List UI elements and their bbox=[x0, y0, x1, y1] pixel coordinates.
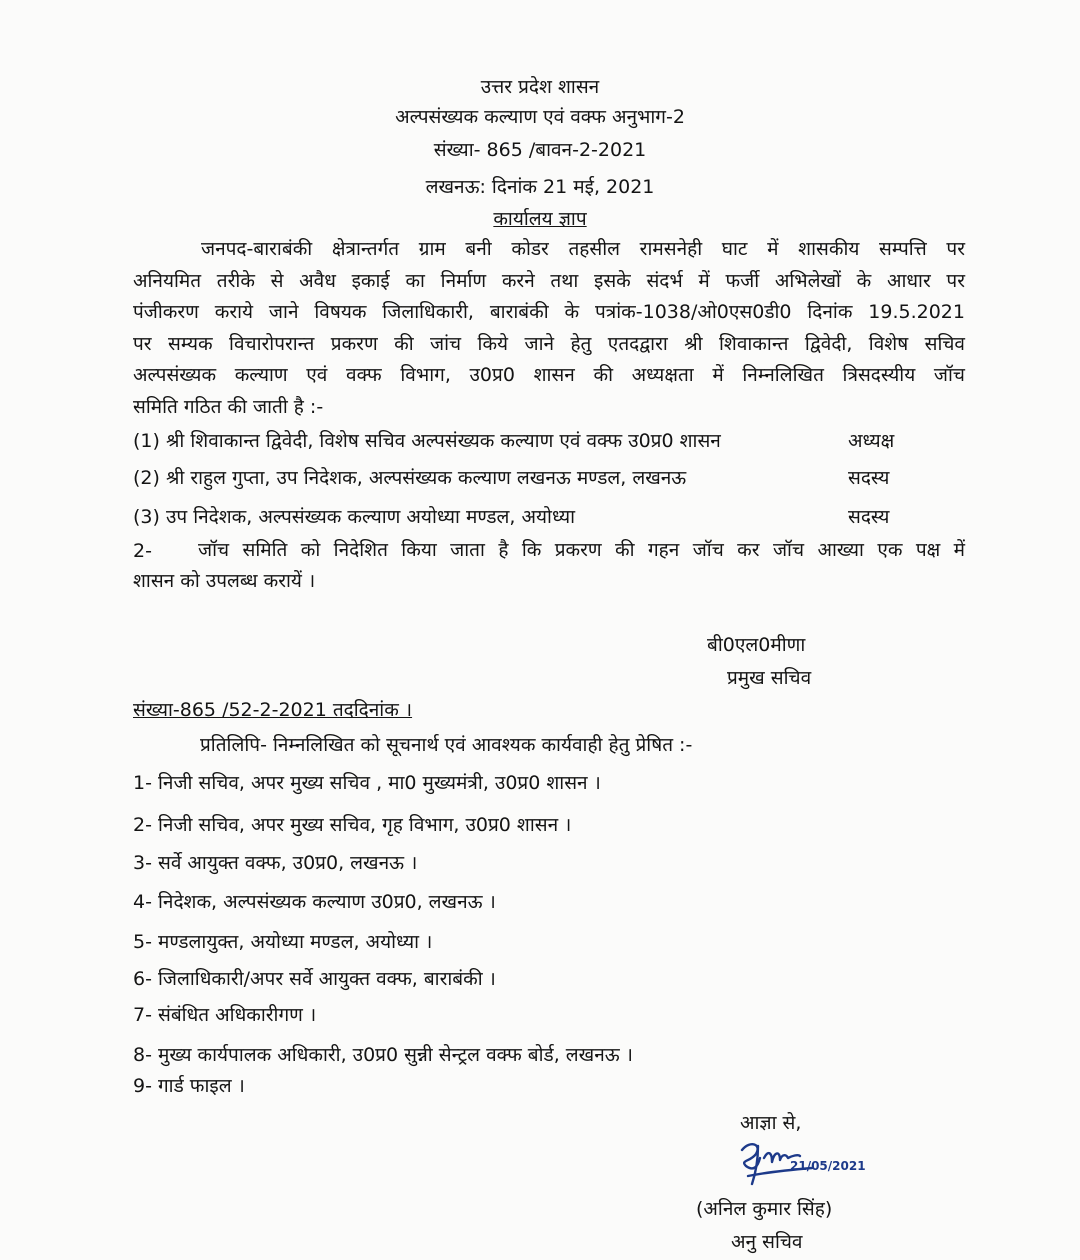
recipient-item: 4- निदेशक, अल्पसंख्यक कल्याण उ0प्र0, लखनऊ । bbox=[133, 891, 496, 913]
recipient-item: 2- निजी सचिव, अपर मुख्य सचिव, गृह विभाग, उ0प्र0 शासन । bbox=[133, 814, 572, 836]
signatory-2-designation: अनु सचिव bbox=[731, 1231, 803, 1253]
handwritten-signature-icon bbox=[728, 1136, 866, 1198]
recipient-item: 9- गार्ड फाइल । bbox=[133, 1075, 245, 1097]
signatory-1-designation: प्रमुख सचिव bbox=[727, 667, 812, 689]
signatory-1-name: बी0एल0मीणा bbox=[707, 634, 806, 656]
paragraph-1-line: पंजीकरण कराये जाने विषयक जिलाधिकारी, बाराबंकी के पत्रांक-1038/ओ0एस0डी0 दिनांक 19.5.2021 bbox=[133, 301, 965, 323]
recipient-item: 8- मुख्य कार्यपालक अधिकारी, उ0प्र0 सुन्नी सेन्ट्रल वक्फ बोर्ड, लखनऊ । bbox=[133, 1044, 633, 1066]
member-3-text: (3) उप निदेशक, अल्पसंख्यक कल्याण अयोध्या मण्डल, अयोध्या bbox=[133, 506, 576, 528]
paragraph-1-line: जनपद-बाराबंकी क्षेत्रान्तर्गत ग्राम बनी कोडर तहसील रामसनेही घाट में शासकीय सम्पत्ति पर bbox=[201, 238, 965, 260]
memo-number: संख्या- 865 /बावन-2-2021 bbox=[433, 139, 647, 161]
recipient-item: 6- जिलाधिकारी/अपर सर्वे आयुक्त वक्फ, बाराबंकी । bbox=[133, 968, 496, 990]
header-government: उत्तर प्रदेश शासन bbox=[480, 76, 600, 98]
recipient-item: 5- मण्डलायुक्त, अयोध्या मण्डल, अयोध्या । bbox=[133, 931, 433, 953]
header-department: अल्पसंख्यक कल्याण एवं वक्फ अनुभाग-2 bbox=[395, 106, 685, 128]
paragraph-2 bbox=[198, 535, 965, 567]
recipient-item: 1- निजी सचिव, अपर मुख्य सचिव , मा0 मुख्यमंत्री, उ0प्र0 शासन । bbox=[133, 772, 601, 794]
signatory-2-name: (अनिल कुमार सिंह) bbox=[696, 1198, 833, 1220]
member-2-role: सदस्य bbox=[848, 467, 890, 489]
paragraph-2-number: 2- bbox=[133, 540, 152, 562]
copy-intro: प्रतिलिपि- निम्नलिखित को सूचनार्थ एवं आवश्यक कार्यवाही हेतु प्रेषित :- bbox=[200, 734, 693, 756]
member-1-role: अध्यक्ष bbox=[848, 430, 895, 452]
member-2-text: (2) श्री राहुल गुप्ता, उप निदेशक, अल्पसंख्यक कल्याण लखनऊ मण्डल, लखनऊ bbox=[133, 467, 687, 489]
paragraph-1-line: अनियमित तरीके से अवैध इकाई का निर्माण करने तथा इसके संदर्भ में फर्जी अभिलेखों के आधार पर bbox=[133, 269, 965, 292]
recipient-item: 7- संबंधित अधिकारीगण । bbox=[133, 1004, 317, 1026]
copy-number-line: संख्या-865 /52-2-2021 तददिनांक । bbox=[133, 699, 413, 721]
recipient-item: 3- सर्वे आयुक्त वक्फ, उ0प्र0, लखनऊ । bbox=[133, 852, 418, 874]
by-order-text: आज्ञा से, bbox=[740, 1112, 802, 1134]
memo-date: लखनऊ: दिनांक 21 मई, 2021 bbox=[425, 176, 655, 198]
paragraph-2-line: जॉच समिति को निदेशित किया जाता है कि प्रकरण की गहन जॉच कर जॉच आख्या एक पक्ष में bbox=[198, 539, 965, 561]
memo-title: कार्यालय ज्ञाप bbox=[493, 208, 587, 230]
member-3-role: सदस्य bbox=[848, 506, 890, 528]
paragraph-1-line: पर सम्यक विचारोपरान्त प्रकरण की जांच किये जाने हेतु एतदद्वारा श्री शिवाकान्त द्विवेदी, विशेष सचिव bbox=[133, 332, 965, 355]
paragraph-2-line: शासन को उपलब्ध करायें । bbox=[133, 570, 316, 592]
paragraph-1 bbox=[133, 234, 965, 423]
handwritten-date: 21/05/2021 bbox=[790, 1159, 866, 1173]
member-1-text: (1) श्री शिवाकान्त द्विवेदी, विशेष सचिव अल्पसंख्यक कल्याण एवं वक्फ उ0प्र0 शासन bbox=[133, 430, 721, 452]
paragraph-1-line: अल्पसंख्यक कल्याण एवं वक्फ विभाग, उ0प्र0 शासन की अध्यक्षता में निम्नलिखित त्रिसदस्यीय जॉच bbox=[133, 364, 965, 386]
paragraph-1-line: समिति गठित की जाती है :- bbox=[133, 395, 324, 418]
